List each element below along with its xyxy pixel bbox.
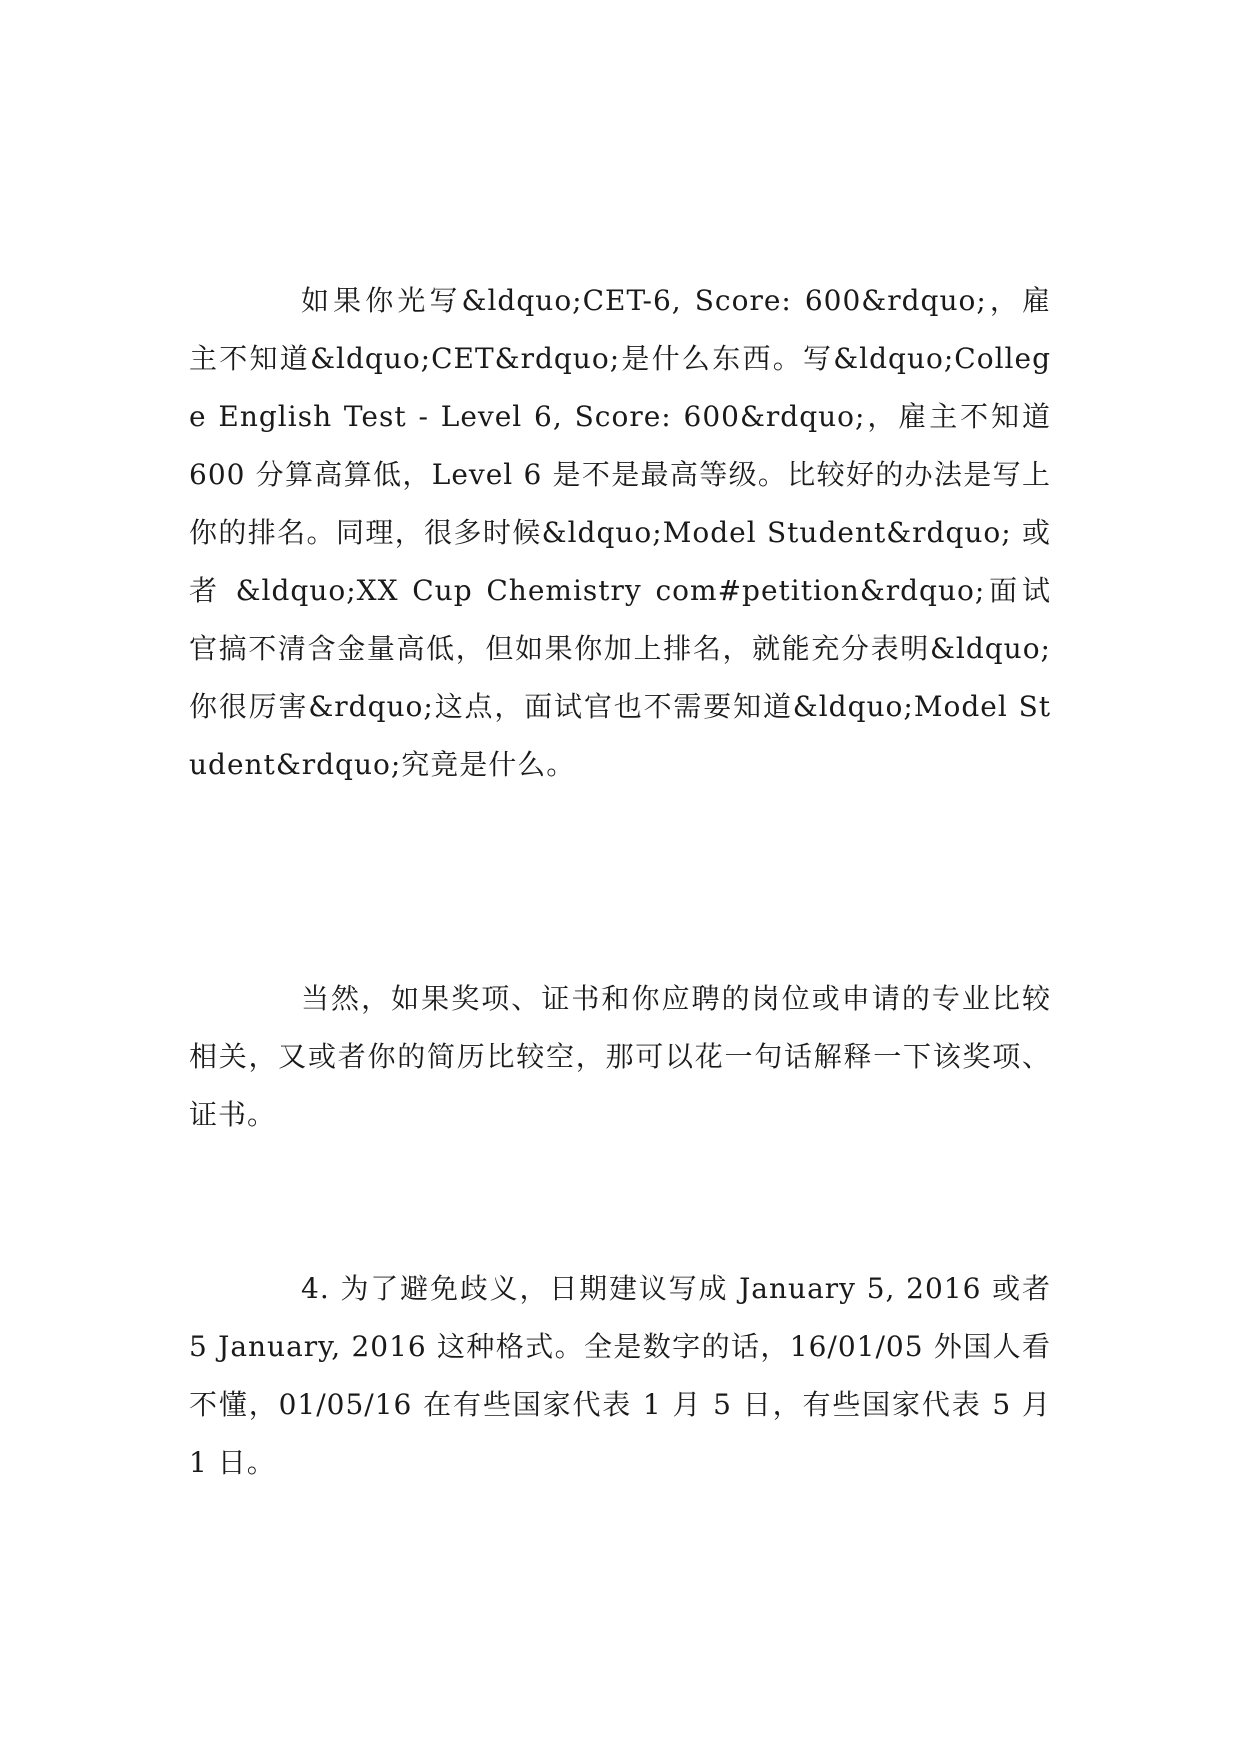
paragraph-ranking-advice: 如果你光写&ldquo;CET-6, Score: 600&rdquo;，雇主不知道&ldquo;CET&rdquo;是什么东西。写&ldquo;College English Test - Level 6, Score: 600&rdquo;，雇主不知道 600 分算高算低，Level 6 是不是最高等级。比较好的办法是写上你的排名。同理，很多时候&ldquo;Model Student&rdquo; 或 者 &ldquo;XX Cup Chemistry com#petition&rdquo;面试官搞不清含金量高低，但如果你加上排名，就能充分表明&ldquo;你很厉害&rdquo;这点，面试官也不需要知道&ldquo;Model Student&rdquo;究竟是什么。 [189, 284, 1051, 781]
paragraph-award-explanation: 当然，如果奖项、证书和你应聘的岗位或申请的专业比较相关，又或者你的简历比较空，那可以花一句话解释一下该奖项、证书。 [189, 982, 1051, 1131]
paragraph-date-format: 4. 为了避免歧义，日期建议写成 January 5, 2016 或者 5 January, 2016 这种格式。全是数字的话，16/01/05 外国人看不懂，01/05/16 在有些国家代表 1 月 5 日，有些国家代表 5 月 1 日。 [189, 1272, 1051, 1479]
